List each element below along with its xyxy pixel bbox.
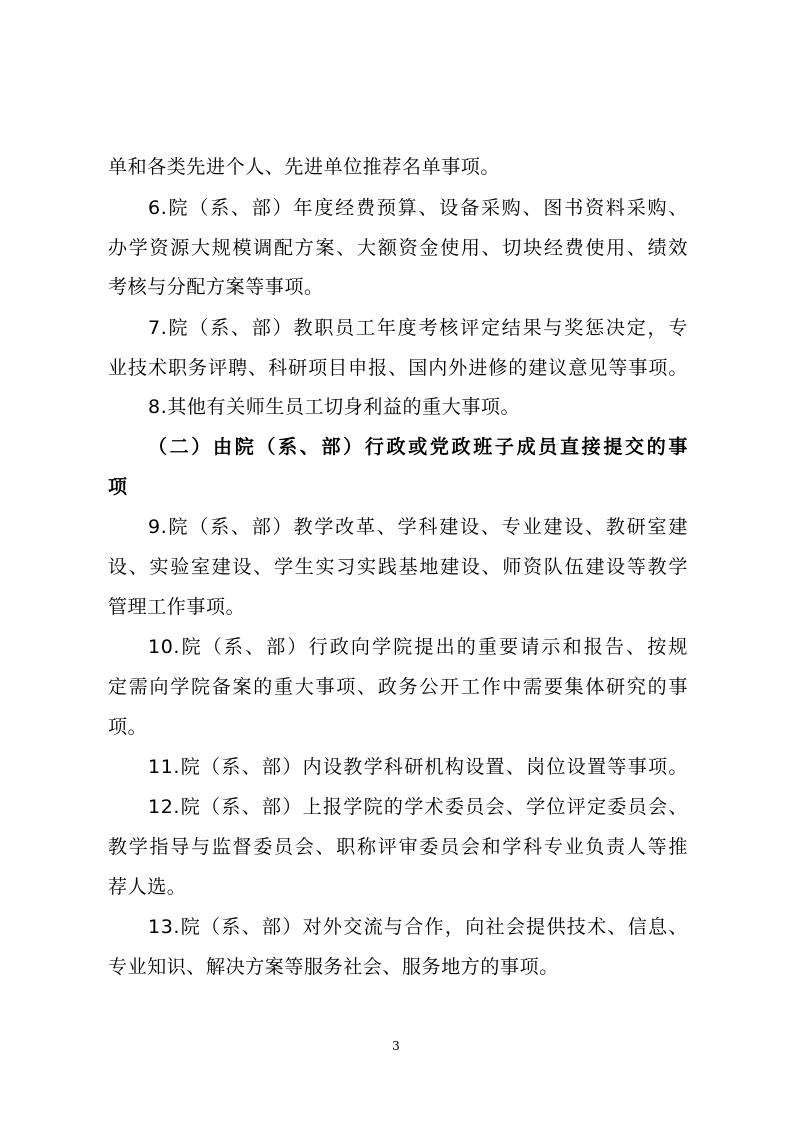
item-9-line-3: 管理工作事项。 [108, 596, 246, 618]
item-13-line-1: 13.院（系、部）对外交流与合作，向社会提供技术、信息、 [148, 916, 688, 938]
item-7-line-2: 业技术职务评聘、科研项目申报、国内外进修的建议意见等事项。 [108, 357, 688, 379]
item-11-line-1: 11.院（系、部）内设教学科研机构设置、岗位设置等事项。 [148, 756, 688, 778]
item-9-line-1: 9.院（系、部）教学改革、学科建设、专业建设、教研室建 [148, 516, 688, 538]
item-7-line-1: 7.院（系、部）教职员工年度考核评定结果与奖惩决定，专 [148, 317, 688, 339]
item-12-line-1: 12.院（系、部）上报学院的学术委员会、学位评定委员会、 [148, 796, 688, 818]
item-10-line-3: 项。 [108, 716, 148, 738]
item-6-line-3: 考核与分配方案等事项。 [108, 276, 324, 298]
item-8-line-1: 8.其他有关师生员工切身利益的重大事项。 [148, 396, 521, 418]
text-line: 单和各类先进个人、先进单位推荐名单事项。 [108, 156, 501, 178]
item-6-line-2: 办学资源大规模调配方案、大额资金使用、切块经费使用、绩效 [108, 237, 688, 259]
page-number: 3 [392, 1039, 400, 1053]
item-13-line-2: 专业知识、解决方案等服务社会、服务地方的事项。 [108, 956, 559, 978]
item-6-line-1: 6.院（系、部）年度经费预算、设备采购、图书资料采购、 [148, 197, 688, 219]
item-10-line-1: 10.院（系、部）行政向学院提出的重要请示和报告、按规 [148, 636, 688, 658]
item-12-line-2: 教学指导与监督委员会、职称评审委员会和学科专业负责人等推 [108, 836, 688, 858]
item-9-line-2: 设、实验室建设、学生实习实践基地建设、师资队伍建设等教学 [108, 556, 688, 578]
section-heading-line-1: （二）由院（系、部）行政或党政班子成员直接提交的事 [148, 436, 688, 458]
item-12-line-3: 荐人选。 [108, 876, 187, 898]
section-heading-line-2: 项 [108, 476, 128, 498]
item-10-line-2: 定需向学院备案的重大事项、政务公开工作中需要集体研究的事 [108, 676, 688, 698]
